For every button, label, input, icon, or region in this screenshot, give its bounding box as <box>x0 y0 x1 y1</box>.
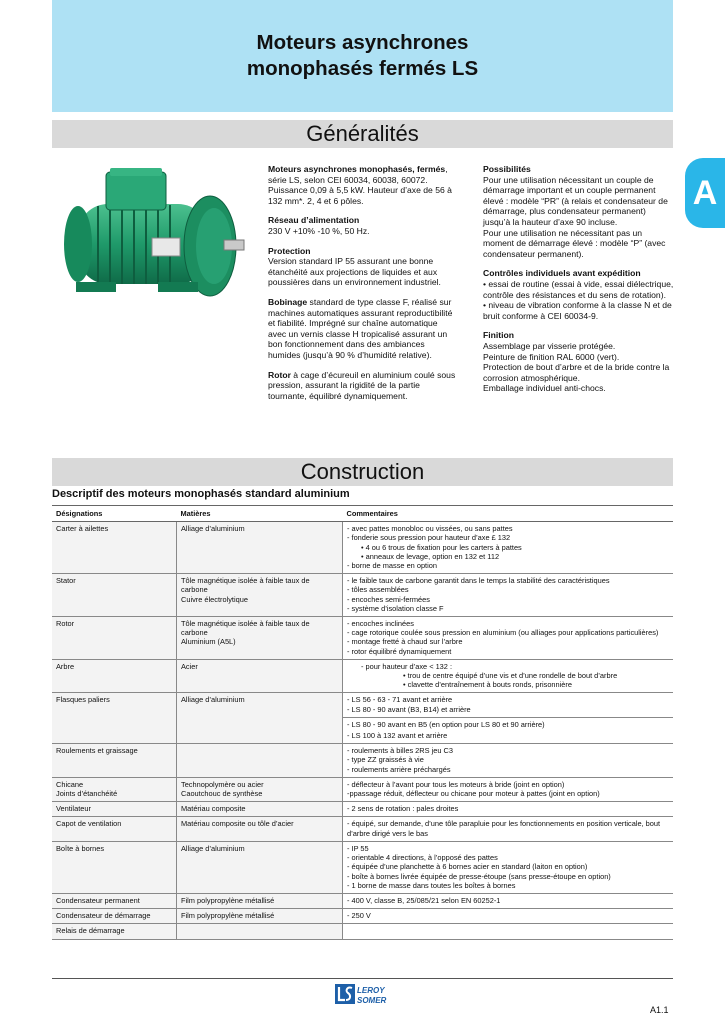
cell-matiere <box>177 693 343 744</box>
comment-line: - cage rotorique coulée sous pression en aluminium (ou alliages pour applications particulières) <box>347 628 659 638</box>
generalites-column-2 <box>483 164 675 403</box>
comment-line: - borne de masse en option <box>347 561 437 571</box>
comment-line: -ppassage réduit, déflecteur ou chicane pour moteur à pattes (joint en option) <box>347 789 600 799</box>
comment-line: - encoches semi-fermées <box>347 594 430 604</box>
cell-matiere <box>177 841 343 893</box>
cell-matiere <box>177 777 343 801</box>
paragraph-bobinage: Bobinage standard de type classe F, réalisé sur machines automatiques assurant reproductibilité et fiabilité. Imprégné sur chaîne automatique avec un vernis classe H tropicalisé assurant un bon fonctionnement dans des ambiances humides (jusqu’à 90 % d’humidité relative). <box>268 296 453 360</box>
table-row <box>52 744 673 778</box>
cell-commentaires <box>343 841 674 893</box>
cell-matiere <box>177 659 343 693</box>
designation-text: Ventilateur <box>56 804 91 814</box>
designation-text: Chicane <box>56 779 84 789</box>
cell-commentaires <box>343 659 674 693</box>
matiere-text: Caoutchouc de synthèse <box>181 789 263 799</box>
matiere-text: Tôle magnétique isolée à faible taux de carbone <box>181 619 310 638</box>
page-number: A1.1 <box>650 1005 669 1015</box>
leroy-somer-logo <box>335 983 395 1005</box>
table-row <box>52 893 673 908</box>
table-row <box>52 777 673 801</box>
comment-line: - LS 56 - 63 - 71 avant et arrière <box>347 695 453 705</box>
cell-matiere <box>177 617 343 660</box>
designation-text: Rotor <box>56 619 75 629</box>
table-row <box>52 802 673 817</box>
comment-line: - pour hauteur d’axe < 132 : <box>361 661 453 671</box>
comment-line: - encoches inclinées <box>347 619 414 629</box>
comment-line: - 400 V, classe B, 25/085/21 selon EN 60252-1 <box>347 895 501 905</box>
cell-designation <box>52 574 177 617</box>
table-row <box>52 841 673 893</box>
cell-commentaires <box>343 802 674 817</box>
comment-line: - 250 V <box>347 911 371 921</box>
section-tab: A <box>685 158 725 228</box>
matiere-text: Matériau composite <box>181 804 246 814</box>
comment-line: - déflecteur à l’avant pour tous les moteurs à bride (joint en option) <box>347 779 565 789</box>
cell-matiere <box>177 802 343 817</box>
designation-text: Condensateur de démarrage <box>56 911 151 921</box>
designation-text: Flasques paliers <box>56 695 110 705</box>
comment-line: - équipé, sur demande, d’une tôle parapluie pour les fonctionnements en position verticale, bout d’arbre dirigé vers le bas <box>347 819 661 838</box>
cell-matiere <box>177 744 343 778</box>
comment-line: - le faible taux de carbone garantit dans le temps la stabilité des caractéristiques <box>347 576 610 586</box>
comment-line: - tôles assemblées <box>347 585 409 595</box>
document-title <box>52 0 673 112</box>
cell-designation <box>52 693 177 744</box>
comment-line: - type ZZ graissés à vie <box>347 755 424 765</box>
comment-line: - LS 80 - 90 avant en B5 (en option pour LS 80 et 90 arrière) <box>343 717 673 729</box>
generalites-column-1 <box>268 164 456 410</box>
logo-text-somer: SOMER <box>357 996 387 1005</box>
matiere-text: Alliage d’aluminium <box>181 843 245 853</box>
construction-table <box>52 505 673 940</box>
cell-designation <box>52 522 177 574</box>
cell-commentaires <box>343 817 674 841</box>
table-row <box>52 693 673 744</box>
cell-matiere <box>177 909 343 924</box>
comment-line: • clavette d’entraînement à bouts ronds, prisonnière <box>403 680 572 690</box>
comment-line: - boîte à bornes livrée équipée de presse-étoupe (sans presse-étoupe en option) <box>347 871 611 881</box>
comment-line: - montage fretté à chaud sur l’arbre <box>347 637 463 647</box>
comment-line: • trou de centre équipé d’une vis et d’une rondelle de bout d’arbre <box>403 671 618 681</box>
designation-text: Condensateur permanent <box>56 895 140 905</box>
paragraph-possibilites: Possibilités Pour une utilisation nécessitant un couple de démarrage important et un couple permanent élevé : modèle “PR” (à relais et condensateur de démarrage, plus condensateur permanent) jusqu’à la hauteur d’axe 90 incluse. Pour une utilisation ne nécessitant pas un moment de démarrage élevé : modèle “P” (avec condensateur permanent). <box>483 164 668 259</box>
paragraph-moteurs: Moteurs asynchrones monophasés, fermés, série LS, selon CEI 60034, 60038, 60072. Puissance 0,09 à 5,5 kW. Hauteur d’axe de 56 à 132 mm*. 2, 4 et 6 pôles. <box>268 164 452 206</box>
cell-designation <box>52 744 177 778</box>
comment-line: - rotor équilibré dynamiquement <box>347 646 452 656</box>
comment-line: - roulements à billes 2RS jeu C3 <box>347 746 453 756</box>
cell-commentaires <box>343 522 674 574</box>
designation-text: Carter à ailettes <box>56 524 109 534</box>
comment-line: • 4 ou 6 trous de fixation pour les carters à pattes <box>361 542 522 552</box>
matiere-text: Film polypropylène métallisé <box>181 895 275 905</box>
paragraph-protection: Protection Version standard IP 55 assurant une bonne étanchéité aux projections de liquides et aux poussières dans un environnement industriel. <box>268 245 441 288</box>
cell-designation <box>52 924 177 939</box>
cell-matiere <box>177 893 343 908</box>
comment-line: - équipée d’une planchette à 6 bornes acier en standard (laiton en option) <box>347 862 588 872</box>
title-line-1: Moteurs asynchrones <box>256 31 469 54</box>
cell-designation <box>52 617 177 660</box>
comment-line: - fonderie sous pression pour hauteur d’axe £ 132 <box>347 533 511 543</box>
cell-matiere <box>177 817 343 841</box>
cell-designation <box>52 802 177 817</box>
table-caption: Descriptif des moteurs monophasés standard aluminium <box>52 488 350 500</box>
paragraph-rotor: Rotor à cage d’écureuil en aluminium coulé sous pression, assurant la rigidité de la partie tournante, équilibré dynamiquement. <box>268 369 456 401</box>
cell-designation <box>52 909 177 924</box>
cell-designation <box>52 659 177 693</box>
matiere-text: Acier <box>181 661 198 671</box>
header-designations: Désignations <box>52 506 177 522</box>
paragraph-reseau: Réseau d’alimentation 230 V +10% -10 %, 50 Hz. <box>268 215 370 236</box>
designation-text: Capot de ventilation <box>56 819 122 829</box>
comment-line: - roulements arrière préchargés <box>347 764 451 774</box>
header-matieres: Matières <box>177 506 343 522</box>
matiere-text: Alliage d’aluminium <box>181 524 245 534</box>
designation-text: Relais de démarrage <box>56 926 125 936</box>
footer-rule <box>52 978 673 979</box>
motor-illustration <box>48 164 246 316</box>
table-header-row <box>52 506 673 522</box>
cell-designation <box>52 777 177 801</box>
table-row <box>52 617 673 660</box>
comment-line: • anneaux de levage, option en 132 et 112 <box>361 551 500 561</box>
section-construction-heading: Construction <box>52 458 673 486</box>
header-commentaires: Commentaires <box>343 506 674 522</box>
matiere-text: Matériau composite ou tôle d’acier <box>181 819 294 829</box>
comment-line: - système d’isolation classe F <box>347 603 444 613</box>
table-row <box>52 817 673 841</box>
cell-commentaires <box>343 893 674 908</box>
matiere-text: Tôle magnétique isolée à faible taux de carbone <box>181 576 310 595</box>
cell-matiere <box>177 574 343 617</box>
title-line-2: monophasés fermés LS <box>246 57 479 80</box>
designation-text: Joints d’étanchéité <box>56 789 118 799</box>
section-generalites-heading: Généralités <box>52 120 673 148</box>
designation-text: Stator <box>56 576 76 586</box>
matiere-text: Cuivre électrolytique <box>181 594 248 604</box>
table-row <box>52 924 673 939</box>
table-row <box>52 574 673 617</box>
matiere-text: Aluminium (A5L) <box>181 637 236 647</box>
table-row <box>52 522 673 574</box>
comment-line: - LS 80 - 90 avant (B3, B14) et arrière <box>347 704 471 714</box>
cell-commentaires <box>343 693 674 744</box>
paragraph-controles: Contrôles individuels avant expédition • essai de routine (essai à vide, essai diélectrique, contrôle des résistances et du sens de rotation). • niveau de vibration conforme à la classe N et de bruit conforme à CEI 60034-9. <box>483 268 674 321</box>
cell-commentaires <box>343 777 674 801</box>
table-row <box>52 659 673 693</box>
designation-text: Boîte à bornes <box>56 843 105 853</box>
table-row <box>52 909 673 924</box>
comment-line: - IP 55 <box>347 843 369 853</box>
comment-line: - avec pattes monobloc ou vissées, ou sans pattes <box>347 524 513 534</box>
matiere-text: Technopolymère ou acier <box>181 779 264 789</box>
paragraph-finition: Finition Assemblage par visserie protégée. Peinture de finition RAL 6000 (vert). Protection de bout d’arbre et de la bride contre la corrosion atmosphérique. Emballage individuel anti-chocs. <box>483 330 670 394</box>
cell-designation <box>52 893 177 908</box>
cell-designation <box>52 841 177 893</box>
comment-line: - 1 borne de masse dans toutes les boîtes à bornes <box>347 880 516 890</box>
cell-designation <box>52 817 177 841</box>
comment-line: - LS 100 à 132 avant et arrière <box>347 731 448 741</box>
logo-text-leroy: LEROY <box>357 986 385 995</box>
cell-commentaires <box>343 909 674 924</box>
cell-matiere <box>177 924 343 939</box>
matiere-text: Alliage d’aluminium <box>181 695 245 705</box>
table-body <box>52 522 673 939</box>
cell-commentaires <box>343 574 674 617</box>
cell-commentaires <box>343 924 674 939</box>
cell-commentaires <box>343 744 674 778</box>
matiere-text: Film polypropylène métallisé <box>181 911 275 921</box>
designation-text: Roulements et graissage <box>56 746 138 756</box>
cell-commentaires <box>343 617 674 660</box>
comment-line: - 2 sens de rotation : pales droites <box>347 804 459 814</box>
cell-matiere <box>177 522 343 574</box>
comment-line: - orientable 4 directions, à l’opposé des pattes <box>347 853 498 863</box>
designation-text: Arbre <box>56 661 75 671</box>
